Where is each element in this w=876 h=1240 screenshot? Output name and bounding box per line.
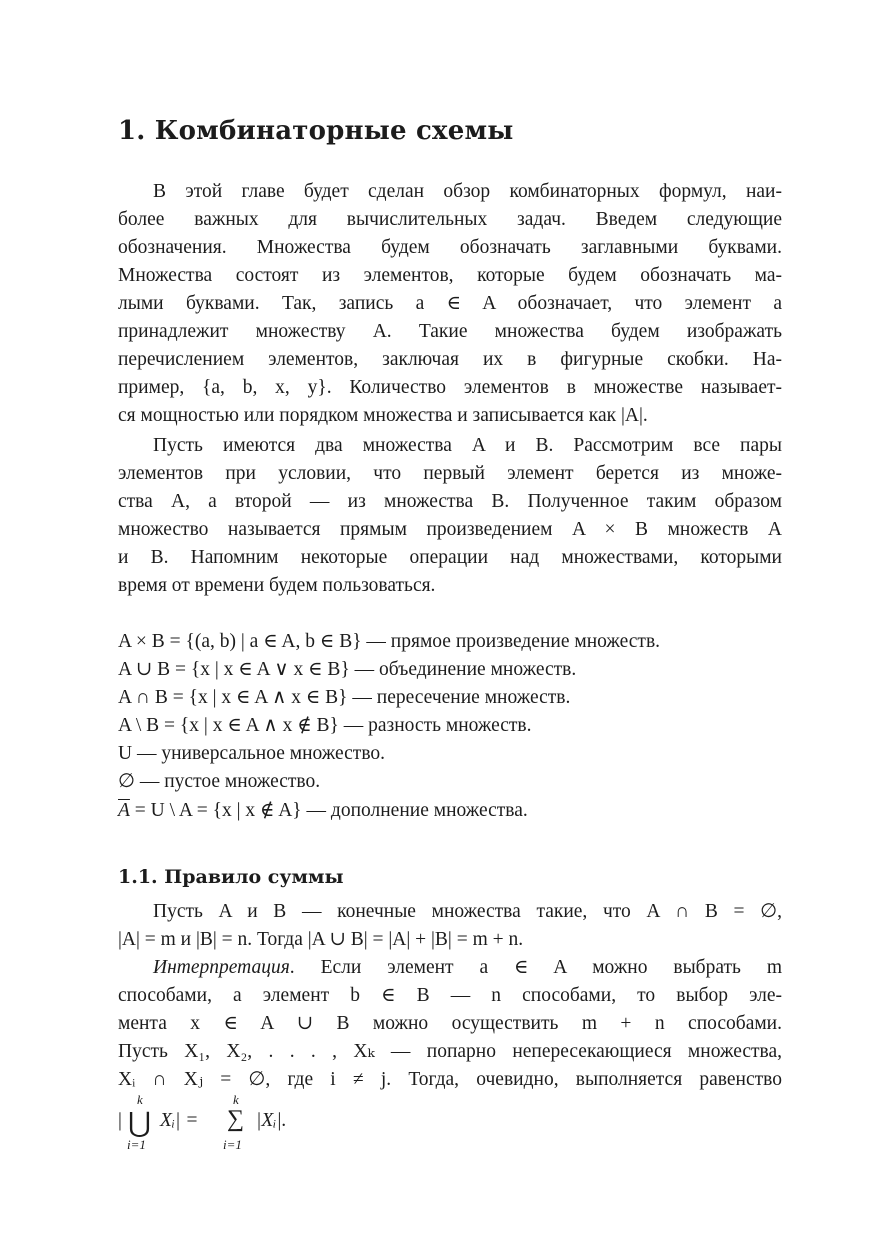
text-line: Пусть X₁, X₂, . . . , Xₖ — попарно непересекающиеся множества, [118,1041,782,1062]
text-line: |A| = m и |B| = n. Тогда |A ∪ B| = |A| + |B| = m + n. [118,929,524,950]
union-lower-limit: i=1 [127,1137,146,1152]
definition-product: A × B = {(a, b) | a ∈ A, b ∈ B} — прямое произведение множеств. [118,631,661,652]
chapter-title: 1. Комбинаторные схемы [118,116,514,146]
union-upper-limit: k [137,1092,143,1107]
definition-intersection: A ∩ B = {x | x ∈ A ∧ x ∈ B} — пересечение множеств. [118,687,571,708]
text-line: множество называется прямым произведением A × B множеств A [118,519,782,540]
sum-formula [118,1092,418,1162]
definition-complement [118,797,782,825]
text-line: В этой главе будет сделан обзор комбинаторных формул, наи- [153,181,782,202]
sum-lower-limit: i=1 [223,1137,242,1152]
text-line: мента x ∈ A ∪ B можно осуществить m + n способами. [118,1013,782,1034]
complement-text: = U \ A = {x | x ∉ A} — дополнение множества. [129,800,528,821]
text-line: ства A, а второй — из множества B. Полученное таким образом [118,491,782,512]
complement-symbol: $\overline{A}$ [118,800,130,821]
text-line: Множества состоят из элементов, которые будем обозначать ма- [118,265,782,286]
definition-union: A ∪ B = {x | x ∈ A ∨ x ∈ B} — объединение множеств. [118,659,577,680]
sum-symbol: ∑ [227,1106,245,1132]
text-line: ся мощностью или порядком множества и записывается как |A|. [118,405,648,426]
text-line: время от времени будем пользоваться. [118,575,436,596]
text-line: лыми буквами. Так, запись a ∈ A обозначает, что элемент a [118,293,782,314]
text-line: Пусть имеются два множества A и B. Рассмотрим все пары [153,435,782,456]
interpretation-text: . Если элемент a ∈ A можно выбрать m [289,957,782,978]
definition-difference: A \ B = {x | x ∈ A ∧ x ∉ B} — разность множеств. [118,715,532,736]
section-title: 1.1. Правило суммы [118,866,344,888]
text-line: более важных для вычислительных задач. Введем следующие [118,209,782,230]
text-line: Пусть A и B — конечные множества такие, что A ∩ B = ∅, [153,901,782,922]
text-line [153,954,782,982]
text-line: способами, а элемент b ∈ B — n способами, то выбор эле- [118,985,782,1006]
definition-empty: ∅ — пустое множество. [118,771,321,792]
text-line: принадлежит множеству A. Такие множества будем изображать [118,321,782,342]
definition-universal: U — универсальное множество. [118,743,386,764]
text-line: и B. Напомним некоторые операции над множествами, которыми [118,547,782,568]
text-line: пример, {a, b, x, y}. Количество элементов в множестве называет- [118,377,782,398]
formula-right-term: |Xᵢ|. [256,1110,287,1131]
interpretation-label: Интерпретация [153,957,290,978]
text-line: элементов при условии, что первый элемент берется из множе- [118,463,782,484]
text-line: Xᵢ ∩ Xⱼ = ∅, где i ≠ j. Тогда, очевидно, выполняется равенство [118,1069,782,1090]
text-line: перечислением элементов, заключая их в фигурные скобки. На- [118,349,782,370]
text-line: обозначения. Множества будем обозначать заглавными буквами. [118,237,782,258]
union-symbol: ⋃ [128,1108,151,1139]
sum-upper-limit: k [233,1092,239,1107]
formula-left-term: Xᵢ| = [160,1110,199,1131]
abs-bar: | [118,1110,122,1131]
